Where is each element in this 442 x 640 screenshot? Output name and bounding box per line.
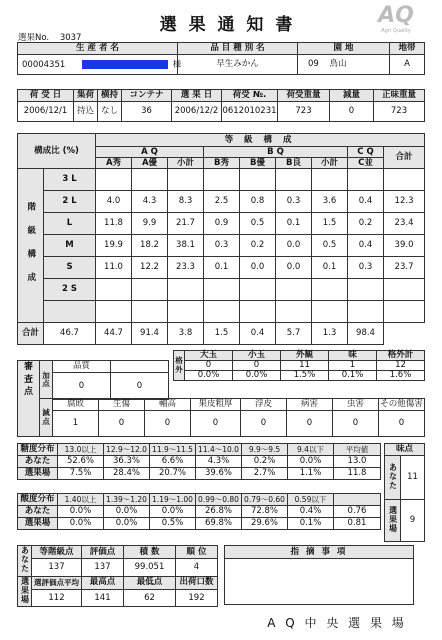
- header-zone: 地帯: [390, 43, 425, 55]
- col-b-subtotal: 小計: [312, 158, 348, 169]
- footer-site-name: A Q 中 央 選 果 場: [267, 616, 407, 630]
- score-value: 112: [32, 589, 82, 606]
- header-producer: 生 産 者 名: [18, 43, 178, 55]
- grade-cell: [384, 279, 425, 301]
- grade-cell: [204, 279, 240, 301]
- acid-cell: 0.5%: [150, 518, 196, 530]
- sugar-distribution-table: [17, 443, 381, 480]
- item-name: 早生みかん: [178, 55, 298, 75]
- acid-cell: 0.1%: [288, 518, 334, 530]
- grade-cell: 23.4: [384, 213, 425, 235]
- score-header: 最高点: [82, 576, 124, 589]
- sugar-cell: 11.8: [334, 468, 381, 480]
- col-c-normal: C並: [348, 158, 384, 169]
- grade-cell: 0.1: [276, 213, 312, 235]
- outside-percent: 1.5%: [281, 371, 329, 381]
- grade-cell: 8.3: [168, 191, 204, 213]
- grade-sum-cell: 0.4: [240, 323, 276, 345]
- outside-percent: 0.0%: [185, 371, 233, 381]
- review-label-text: 審 査 点: [23, 362, 33, 398]
- taste-you-label: [385, 456, 401, 500]
- acid-cell: 0.4%: [288, 506, 334, 518]
- score-site-label: [18, 576, 32, 607]
- acid-cell: 72.8%: [242, 506, 288, 518]
- grade-cell: 0.2: [240, 235, 276, 257]
- header-container: コンテナ: [122, 90, 172, 102]
- grade-cell: 39.0: [384, 235, 425, 257]
- outside-header: 味: [329, 351, 377, 361]
- col-b-good: B良: [276, 158, 312, 169]
- score-value: 137: [32, 559, 82, 576]
- grade-cell: 0.4: [348, 191, 384, 213]
- acid-cell: 0.0%: [104, 518, 150, 530]
- acid-label: 酸度分布: [18, 494, 58, 506]
- deduction-table: [17, 398, 425, 437]
- grade-cell: 12.3: [384, 191, 425, 213]
- header-collection: 集荷: [74, 90, 98, 102]
- acid-cell: 0.0%: [150, 506, 196, 518]
- sugar-label: 糖度分布: [18, 444, 58, 456]
- deduction-value: 0: [241, 411, 287, 437]
- grade-cell: [240, 279, 276, 301]
- grade-sum-cell: 91.4: [132, 323, 168, 345]
- grade-cell: 0.3: [276, 191, 312, 213]
- grade-cell: 0.0: [276, 257, 312, 279]
- grade-cell: 12.2: [132, 257, 168, 279]
- grade-cell: 0.5: [240, 213, 276, 235]
- size-label: 2 L: [44, 191, 96, 213]
- header-receipt-weight: 荷受重量: [278, 90, 330, 102]
- grade-row: [18, 235, 425, 257]
- group-bq: B Q: [204, 147, 348, 158]
- producer-info-table: [17, 42, 425, 75]
- col-a-excellent: A秀: [96, 158, 132, 169]
- sugar-cell: 20.7%: [150, 468, 196, 480]
- deduction-value: 1: [53, 411, 99, 437]
- selection-number-value: 3037: [59, 33, 82, 43]
- orchard-code: 09: [308, 59, 319, 70]
- grade-sum-cell: 98.4: [348, 323, 384, 345]
- size-label: [44, 301, 96, 323]
- grade-row: [18, 213, 425, 235]
- container-count: 36: [122, 102, 172, 122]
- producer-cell: [18, 55, 182, 75]
- deduction-header: 病害: [287, 399, 333, 411]
- sugar-row-label: あなた: [18, 456, 58, 468]
- grade-cell: 0.5: [312, 235, 348, 257]
- acid-header: 1.40以上: [58, 494, 104, 506]
- orchard-cell: [298, 55, 390, 75]
- acid-cell: 0.76: [334, 506, 381, 518]
- col-a-superior: A優: [132, 158, 168, 169]
- header-item: 品 目 種 別 名: [178, 43, 298, 55]
- taste-label: 味点: [385, 444, 425, 456]
- header-selection-date: 選 果 日: [172, 90, 222, 102]
- remarks-label: 指 摘 事 項: [225, 546, 414, 559]
- score-header: 順 位: [176, 546, 218, 559]
- acid-header: [334, 494, 381, 506]
- score-value: 192: [176, 589, 218, 606]
- grade-cell: 38.1: [168, 235, 204, 257]
- deduction-value: 0: [99, 411, 145, 437]
- grade-row: [18, 169, 425, 191]
- acid-cell: 0.0%: [58, 518, 104, 530]
- size-label: L: [44, 213, 96, 235]
- grade-cell: 23.3: [168, 257, 204, 279]
- deduction-value: 0: [379, 411, 425, 437]
- total-header: 合計: [384, 147, 425, 169]
- grade-cell: 4.0: [96, 191, 132, 213]
- grade-cell: [348, 279, 384, 301]
- grade-group-label: 等 級 構 成: [96, 134, 425, 147]
- logo: [366, 4, 426, 36]
- grade-sum-cell: 3.8: [168, 323, 204, 345]
- logo-subtext: Agri Quality: [381, 28, 411, 34]
- grade-cell: 1.5: [312, 213, 348, 235]
- grade-cell: [348, 169, 384, 191]
- outside-header: 小玉: [233, 351, 281, 361]
- sugar-row-label: 選果場: [18, 468, 58, 480]
- acid-header: 0.99～0.80: [196, 494, 242, 506]
- producer-code: 00004351: [22, 59, 66, 70]
- outside-header: 格外計: [377, 351, 425, 361]
- group-aq: A Q: [96, 147, 204, 158]
- header-net-weight: 正味重量: [374, 90, 425, 102]
- sugar-header: 11.4～10.0: [196, 444, 242, 456]
- grade-cell: [204, 169, 240, 191]
- outside-label: 格外: [174, 351, 185, 381]
- transfer: なし: [98, 102, 122, 122]
- sugar-cell: 2.7%: [242, 468, 288, 480]
- review-points-table: [17, 360, 169, 400]
- grade-cell: 21.7: [168, 213, 204, 235]
- review-label: [18, 361, 40, 400]
- ratio-label: 構成比 (%): [18, 134, 96, 169]
- deduction-value: 0: [287, 411, 333, 437]
- grade-sum-cell: 44.7: [96, 323, 132, 345]
- deduction-header: 生傷: [99, 399, 145, 411]
- grade-cell: [384, 301, 425, 323]
- grade-side-label: [18, 169, 44, 323]
- grade-cell: [168, 169, 204, 191]
- reduction: 0: [330, 102, 374, 122]
- receipt-weight: 723: [278, 102, 330, 122]
- header-orchard: 園 地: [298, 43, 390, 55]
- acid-cell: 0.0%: [104, 506, 150, 518]
- receipt-number: 0612010231: [222, 102, 278, 122]
- score-value: 62: [124, 589, 176, 606]
- outside-percent: 0.0%: [233, 371, 281, 381]
- score-you-text: あなた: [20, 546, 30, 573]
- sugar-header: 9.9～9.5: [242, 444, 288, 456]
- grade-cell: [168, 301, 204, 323]
- acid-header: 1.39～1.20: [104, 494, 150, 506]
- deduction-header: 軸高: [145, 399, 191, 411]
- grade-cell: 9.9: [132, 213, 168, 235]
- size-label: M: [44, 235, 96, 257]
- grade-row: [18, 301, 425, 323]
- grade-cell: [168, 279, 204, 301]
- sugar-header: 11.9～11.5: [150, 444, 196, 456]
- grade-row: [18, 191, 425, 213]
- taste-site-label: [385, 500, 401, 542]
- quality-label: 品質: [53, 361, 111, 373]
- zone-value: A: [390, 55, 425, 75]
- taste-points-table: [384, 443, 425, 542]
- header-transfer: 横持: [98, 90, 122, 102]
- sub-label: 減点: [40, 399, 53, 437]
- grade-cell: [276, 301, 312, 323]
- deduction-value: 0: [333, 411, 379, 437]
- redacted-name: [82, 60, 168, 69]
- grade-cell: 4.3: [132, 191, 168, 213]
- score-site-text: 選果場: [20, 576, 30, 604]
- add-label: 加点: [40, 361, 53, 400]
- size-label: S: [44, 257, 96, 279]
- grade-cell: 18.2: [132, 235, 168, 257]
- col-b-superior: B優: [240, 158, 276, 169]
- receipt-date: 2006/12/1: [18, 102, 74, 122]
- review-blank: [18, 399, 40, 437]
- sugar-cell: 0.0%: [288, 456, 334, 468]
- sugar-header: 9.4以下: [288, 444, 334, 456]
- acid-row-label: あなた: [18, 506, 58, 518]
- acid-cell: 0.0%: [58, 506, 104, 518]
- logo-mark: AQ: [378, 3, 414, 28]
- sugar-header: 平均値: [334, 444, 381, 456]
- grade-cell: [312, 279, 348, 301]
- acid-distribution-table: [17, 493, 381, 530]
- sugar-cell: 0.2%: [242, 456, 288, 468]
- size-label: 3 L: [44, 169, 96, 191]
- grade-cell: [312, 301, 348, 323]
- score-header: 選評価点平均: [32, 576, 82, 589]
- add-value: 0: [111, 373, 169, 400]
- header-reduction: 減量: [330, 90, 374, 102]
- outside-count: 0: [185, 361, 233, 371]
- taste-you-value: 11: [401, 456, 425, 500]
- grade-cell: 2.5: [204, 191, 240, 213]
- sugar-cell: 36.3%: [104, 456, 150, 468]
- grade-cell: 11.8: [96, 213, 132, 235]
- score-header: 積 数: [124, 546, 176, 559]
- selection-number-label: 選果No.: [18, 33, 50, 43]
- acid-cell: 29.6%: [242, 518, 288, 530]
- remarks-box: [224, 545, 414, 605]
- grade-side-label-text: 階 級 構 成: [25, 201, 36, 287]
- grade-cell: 0.0: [276, 235, 312, 257]
- grade-cell: [240, 169, 276, 191]
- outside-percent: 1.6%: [377, 371, 425, 381]
- grade-cell: [348, 301, 384, 323]
- grade-cell: [132, 279, 168, 301]
- outside-header: 外観: [281, 351, 329, 361]
- outside-header: 大玉: [185, 351, 233, 361]
- deduction-header: 果皮粗厚: [191, 399, 241, 411]
- grade-cell: [276, 169, 312, 191]
- deduction-value: 0: [191, 411, 241, 437]
- acid-header: 0.59以下: [288, 494, 334, 506]
- grade-cell: 0.4: [348, 235, 384, 257]
- grade-cell: [132, 169, 168, 191]
- grade-cell: 0.0: [240, 257, 276, 279]
- score-header: 評価点: [82, 546, 124, 559]
- sugar-cell: 28.4%: [104, 468, 150, 480]
- grade-cell: 0.3: [348, 257, 384, 279]
- sugar-cell: 13.0: [334, 456, 381, 468]
- grade-cell: 23.7: [384, 257, 425, 279]
- deduction-header: 腐敗: [53, 399, 99, 411]
- col-a-subtotal: 小計: [168, 158, 204, 169]
- grade-sum-cell: 5.7: [276, 323, 312, 345]
- sugar-cell: 6.6%: [150, 456, 196, 468]
- grade-cell: [312, 169, 348, 191]
- acid-cell: 26.8%: [196, 506, 242, 518]
- grade-cell: 0.2: [348, 213, 384, 235]
- score-value: 141: [82, 589, 124, 606]
- grade-sum-cell: 46.7: [44, 323, 96, 345]
- deduction-value: 0: [145, 411, 191, 437]
- outside-count: 12: [377, 361, 425, 371]
- grade-sum-cell: 1.5: [204, 323, 240, 345]
- grade-cell: [204, 301, 240, 323]
- grade-cell: [240, 301, 276, 323]
- grade-cell: 0.3: [204, 235, 240, 257]
- deduction-header: 浮皮: [241, 399, 287, 411]
- score-you-label: [18, 546, 32, 577]
- outside-standard-table: [173, 350, 425, 381]
- orchard-name: 鳥山: [329, 59, 347, 70]
- score-value: 4: [176, 559, 218, 576]
- acid-header: 0.79～0.60: [242, 494, 288, 506]
- grade-cell: [96, 301, 132, 323]
- taste-site-value: 9: [401, 500, 425, 542]
- grade-cell: 0.1: [204, 257, 240, 279]
- taste-you-text: あなた: [388, 462, 398, 490]
- outside-count: 1: [329, 361, 377, 371]
- selection-date: 2006/12/2: [172, 102, 222, 122]
- honorific: 様: [172, 59, 182, 70]
- sugar-header: 13.0以上: [58, 444, 104, 456]
- score-table: [17, 545, 218, 607]
- grade-row: [18, 257, 425, 279]
- grade-cell: [96, 279, 132, 301]
- add-blank: [111, 361, 169, 373]
- score-header: 等階級点: [32, 546, 82, 559]
- grade-row: [18, 279, 425, 301]
- grade-sum-label: 合計: [18, 323, 44, 345]
- grade-cell: 3.6: [312, 191, 348, 213]
- group-cq: C Q: [348, 147, 384, 158]
- grade-composition-table: [17, 133, 425, 345]
- deduction-header: その他傷害: [380, 399, 423, 410]
- sugar-cell: 52.6%: [58, 456, 104, 468]
- grade-cell: 0.9: [204, 213, 240, 235]
- collection: 持込: [74, 102, 98, 122]
- grade-sum-cell: 1.3: [312, 323, 348, 345]
- grade-cell: [384, 169, 425, 191]
- grade-cell: 0.1: [312, 257, 348, 279]
- acid-row-label: 選果場: [18, 518, 58, 530]
- outside-percent: 0.1%: [329, 371, 377, 381]
- header-receipt-number: 荷受 №.: [222, 90, 278, 102]
- grade-cell: [276, 279, 312, 301]
- outside-count: 11: [281, 361, 329, 371]
- shipment-table: [17, 89, 425, 122]
- grade-cell: [132, 301, 168, 323]
- score-value: 99.051: [124, 559, 176, 576]
- header-receipt-date: 荷 受 日: [18, 90, 74, 102]
- grade-cell: 0.8: [240, 191, 276, 213]
- score-header: 最低点: [124, 576, 176, 589]
- size-label: 2 S: [44, 279, 96, 301]
- grade-cell: [96, 169, 132, 191]
- score-header: 出荷口数: [176, 576, 218, 589]
- acid-cell: 0.81: [334, 518, 381, 530]
- sugar-cell: 7.5%: [58, 468, 104, 480]
- remarks-content: [225, 559, 414, 605]
- grade-cell: 11.0: [96, 257, 132, 279]
- sugar-cell: 4.3%: [196, 456, 242, 468]
- add-value: 0: [53, 373, 111, 400]
- col-b-excellent: B秀: [204, 158, 240, 169]
- taste-site-text: 選果場: [388, 505, 398, 533]
- document-title: 選 果 通 知 書: [159, 15, 296, 35]
- acid-cell: 69.8%: [196, 518, 242, 530]
- sugar-cell: 1.1%: [288, 468, 334, 480]
- outside-count: 0: [233, 361, 281, 371]
- score-value: 137: [82, 559, 124, 576]
- acid-header: 1.19～1.00: [150, 494, 196, 506]
- net-weight: 723: [374, 102, 425, 122]
- sugar-header: 12.9～12.0: [104, 444, 150, 456]
- grade-cell: 19.9: [96, 235, 132, 257]
- sugar-cell: 39.6%: [196, 468, 242, 480]
- deduction-header: 虫害: [333, 399, 379, 411]
